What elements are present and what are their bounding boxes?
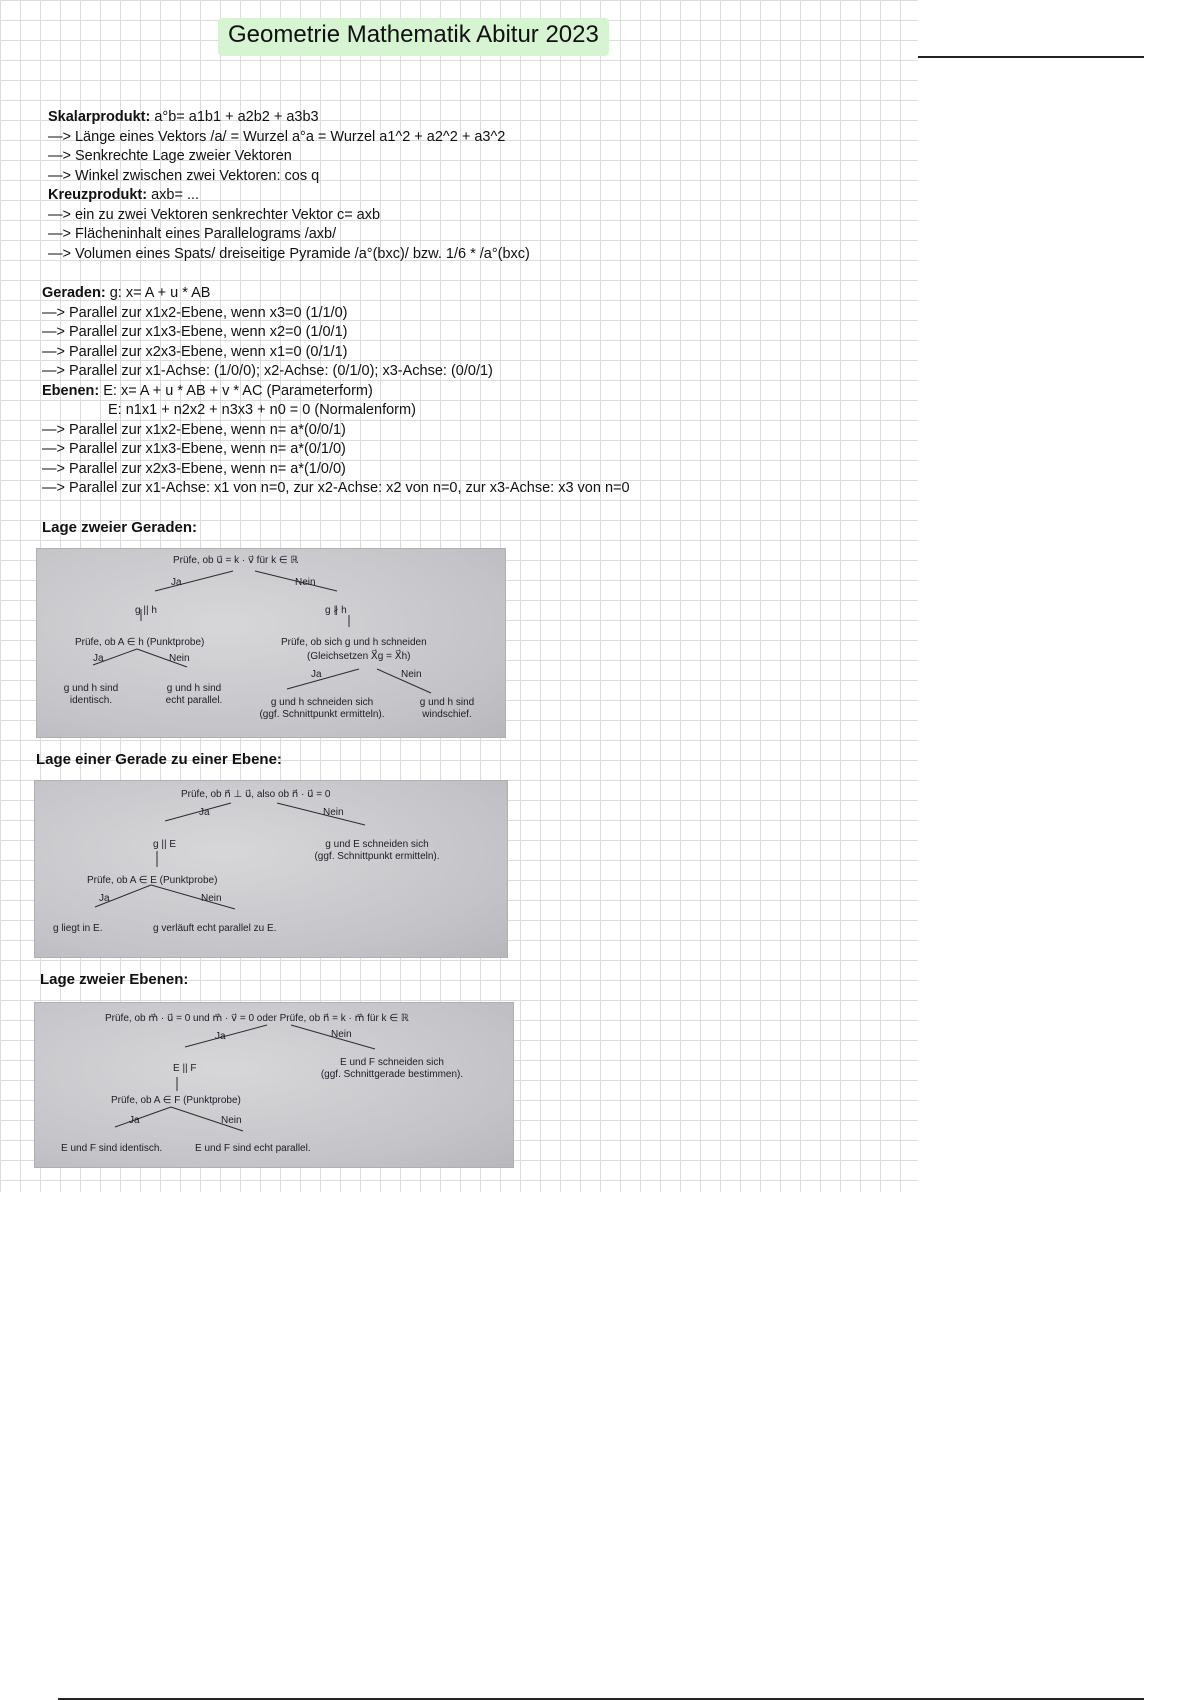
- term-text: E: x= A + u * AB + v * AC (Parameterform): [99, 382, 373, 399]
- result-skew: [407, 697, 487, 721]
- diagram-root: Prüfe, ob u⃗ = k · v⃗ für k ∈ ℝ: [173, 555, 299, 566]
- result-identical: [51, 683, 131, 707]
- check-intersect-detail: (Gleichsetzen X⃗g = X⃗h): [307, 651, 411, 662]
- node-text: g und E schneiden sich: [325, 839, 429, 850]
- node-parallel: E || F: [173, 1063, 197, 1074]
- note-line: [42, 284, 630, 304]
- term-label: Kreuzprodukt:: [48, 187, 148, 203]
- branch-no: Nein: [295, 577, 316, 588]
- branch-yes: Ja: [215, 1031, 226, 1042]
- node-text: E und F schneiden sich: [340, 1057, 444, 1068]
- node-not-parallel: g ∦ h: [325, 605, 347, 616]
- diagram-root: Prüfe, ob m⃗ · u⃗ = 0 und m⃗ · v⃗ = 0 oder Prüfe, ob n⃗ = k · m⃗ für k ∈ ℝ: [105, 1013, 409, 1024]
- section-heading: Lage zweier Geraden:: [42, 519, 198, 536]
- result-intersect: [247, 697, 397, 721]
- branch-yes: Ja: [311, 669, 322, 680]
- diagram-root: Prüfe, ob n⃗ ⊥ u⃗, also ob n⃗ · u⃗ = 0: [181, 789, 331, 800]
- branch-no: Nein: [323, 807, 344, 818]
- branch-no: Nein: [401, 669, 422, 680]
- branch-no: Nein: [169, 653, 190, 664]
- node-parallel: g || E: [153, 839, 176, 850]
- note-line: —> Parallel zur x1x3-Ebene, wenn n= a*(0/1/0): [42, 441, 346, 457]
- note-line: —> Parallel zur x1-Achse: x1 von n=0, zur x2-Achse: x2 von n=0, zur x3-Achse: x3 von n=0: [42, 480, 630, 496]
- diagram-photo-two-planes: [34, 1002, 514, 1168]
- branch-yes: Ja: [93, 653, 104, 664]
- branch-yes: Ja: [129, 1115, 140, 1126]
- result-text: identisch.: [69, 695, 113, 706]
- result-text: g und h schneiden sich: [270, 697, 374, 708]
- term-label: Skalarprodukt:: [48, 109, 151, 125]
- check-point-test: Prüfe, ob A ∈ F (Punktprobe): [111, 1095, 241, 1106]
- note-line: —> Parallel zur x2x3-Ebene, wenn n= a*(1/0/0): [42, 460, 346, 477]
- branch-yes: Ja: [199, 807, 210, 818]
- branch-yes: Ja: [171, 577, 182, 588]
- note-line: —> Parallel zur x2x3-Ebene, wenn x1=0 (0/1/1): [42, 343, 348, 360]
- result-text: (ggf. Schnittpunkt ermitteln).: [259, 709, 385, 720]
- result-parallel: E und F sind echt parallel.: [195, 1143, 311, 1154]
- result-in-plane: g liegt in E.: [53, 923, 103, 934]
- note-line: E: n1x1 + n2x2 + n3x3 + n0 = 0 (Normalenform): [108, 402, 416, 418]
- check-point-test: Prüfe, ob A ∈ E (Punktprobe): [87, 875, 218, 886]
- node-parallel: g || h: [135, 605, 157, 616]
- page-title: Geometrie Mathematik Abitur 2023: [218, 18, 609, 56]
- lines-planes-notes: [42, 284, 630, 499]
- term-label: Ebenen:: [42, 382, 100, 399]
- result-identical: E und F sind identisch.: [61, 1143, 163, 1154]
- term-text: g: x= A + u * AB: [105, 285, 211, 301]
- result-parallel: g verläuft echt parallel zu E.: [153, 923, 277, 934]
- note-line: —> Senkrechte Lage zweier Vektoren: [48, 148, 292, 164]
- result-text: g und h sind: [63, 683, 119, 694]
- node-intersect: [297, 1057, 487, 1081]
- note-line: —> Volumen eines Spats/ dreiseitige Pyramide /a°(bxc)/ bzw. 1/6 * /a°(bxc): [48, 245, 530, 262]
- note-line: —> Flächeninhalt eines Parallelograms /axb/: [48, 226, 337, 242]
- check-intersect: Prüfe, ob sich g und h schneiden: [281, 637, 427, 648]
- note-line: —> Parallel zur x1-Achse: (1/0/0); x2-Achse: (0/1/0); x3-Achse: (0/0/1): [42, 363, 493, 379]
- result-parallel: [149, 683, 239, 707]
- branch-no: Nein: [201, 893, 222, 904]
- note-line: [42, 382, 630, 402]
- branch-yes: Ja: [99, 893, 110, 904]
- vector-products-notes: [48, 108, 530, 264]
- result-text: g und h sind: [166, 683, 222, 694]
- diagram-photo-line-plane: [34, 780, 508, 958]
- term-label: Geraden:: [42, 285, 106, 301]
- note-line: [48, 186, 530, 206]
- branch-no: Nein: [331, 1029, 352, 1040]
- term-text: axb= ...: [147, 187, 200, 203]
- term-text: a°b= a1b1 + a2b2 + a3b3: [150, 109, 319, 125]
- note-line: —> Parallel zur x1x2-Ebene, wenn x3=0 (1/1/0): [42, 304, 348, 321]
- section-heading: Lage einer Gerade zu einer Ebene:: [36, 751, 282, 768]
- diagram-photo-two-lines: [36, 548, 506, 738]
- node-text: (ggf. Schnittgerade bestimmen).: [320, 1069, 464, 1080]
- note-line: —> Parallel zur x1x2-Ebene, wenn n= a*(0/0/1): [42, 421, 346, 438]
- section-heading: Lage zweier Ebenen:: [40, 971, 189, 988]
- note-line: —> Parallel zur x1x3-Ebene, wenn x2=0 (1/0/1): [42, 324, 348, 340]
- note-line: —> Winkel zwischen zwei Vektoren: cos q: [48, 167, 320, 184]
- footer-rule: [58, 1698, 1144, 1700]
- note-line: —> Länge eines Vektors /a/ = Wurzel a°a = Wurzel a1^2 + a2^2 + a3^2: [48, 128, 506, 145]
- result-text: windschief.: [422, 709, 472, 720]
- note-line: —> ein zu zwei Vektoren senkrechter Vektor c= axb: [48, 206, 381, 223]
- note-line: [48, 108, 530, 128]
- check-point-test: Prüfe, ob A ∈ h (Punktprobe): [75, 637, 205, 648]
- result-text: g und h sind: [419, 697, 475, 708]
- node-text: (ggf. Schnittpunkt ermitteln).: [314, 851, 440, 862]
- header-rule: [918, 56, 1144, 58]
- result-text: echt parallel.: [165, 695, 223, 706]
- branch-no: Nein: [221, 1115, 242, 1126]
- node-intersect: [287, 839, 467, 863]
